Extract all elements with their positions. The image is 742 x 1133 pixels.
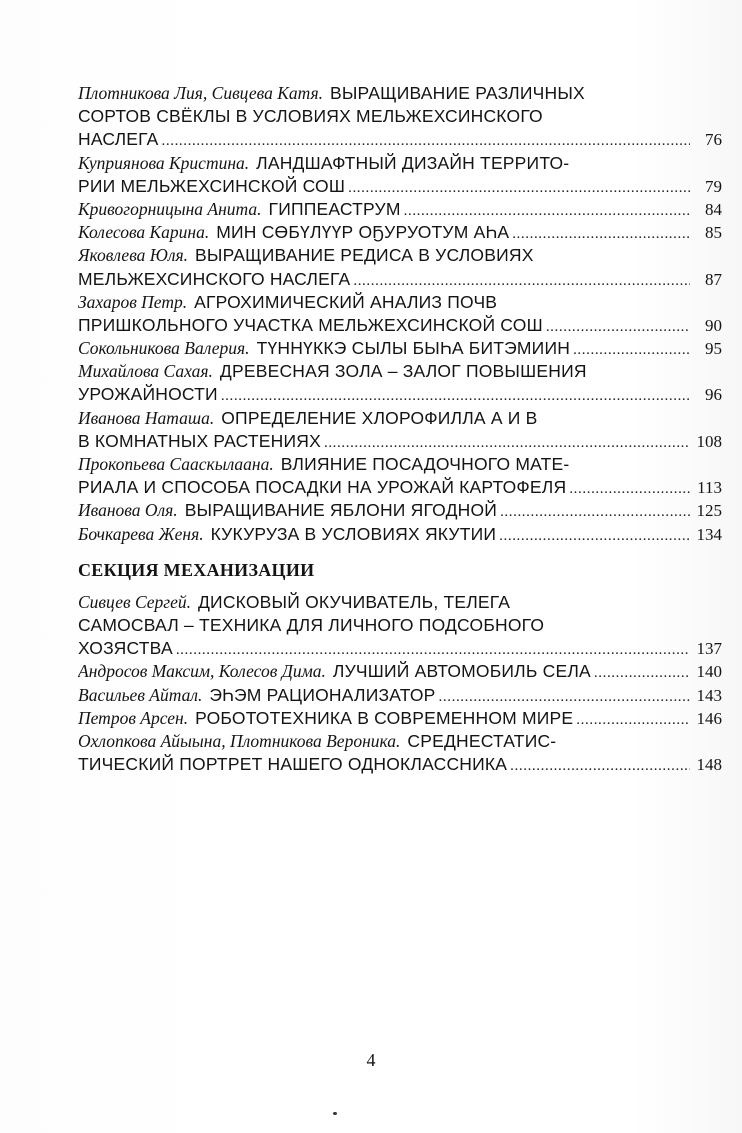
toc-entry <box>78 221 722 244</box>
toc-entry-title: ХОЗЯСТВА <box>78 638 173 659</box>
dot-leader <box>439 686 690 707</box>
toc-entry-page: 134 <box>696 524 722 544</box>
toc-entry-page: 137 <box>696 639 722 659</box>
toc-entry-page: 108 <box>696 431 722 451</box>
toc-entry <box>78 291 722 337</box>
toc-entry-line <box>78 684 722 707</box>
toc-entry-title: ВЫРАЩИВАНИЕ РЕДИСА В УСЛОВИЯХ <box>195 245 534 266</box>
dot-leader <box>546 316 690 337</box>
toc-entry-author: Васильев Айтал. <box>78 684 203 705</box>
toc-group-main <box>78 82 722 546</box>
toc-entry-title: МЕЛЬЖЕХСИНСКОГО НАСЛЕГА <box>78 268 351 289</box>
toc-entry-line <box>78 523 722 546</box>
toc-entry-line <box>78 244 722 267</box>
toc-entry-title: УРОЖАЙНОСТИ <box>78 384 218 405</box>
toc-entry-title: АГРОХИМИЧЕСКИЙ АНАЛИЗ ПОЧВ <box>194 291 498 312</box>
toc-entry-page: 87 <box>705 269 722 289</box>
toc-entry-title: ЛУЧШИЙ АВТОМОБИЛЬ СЕЛА <box>332 661 591 682</box>
toc-entry <box>78 337 722 360</box>
toc-entry-title: СОРТОВ СВЁКЛЫ В УСЛОВИЯХ МЕЛЬЖЕХСИНСКОГО <box>78 106 543 127</box>
dot-leader <box>569 478 690 499</box>
dot-leader <box>404 200 690 221</box>
dot-leader <box>594 662 690 683</box>
toc-entry-line <box>78 128 722 151</box>
toc-entry-line <box>78 82 722 105</box>
toc-entry-page: 85 <box>705 223 722 243</box>
toc-entry-line <box>78 453 722 476</box>
toc-entry-page: 76 <box>705 130 722 150</box>
toc-entry-author: Иванова Наташа. <box>78 407 215 428</box>
toc-entry-page: 140 <box>696 662 722 682</box>
toc-entry-line <box>78 221 722 244</box>
toc-entry-line <box>78 637 722 660</box>
toc-entry <box>78 453 722 499</box>
toc-entry-line <box>78 430 722 453</box>
toc-entry-line <box>78 591 722 614</box>
toc-entry-title: ГИППЕАСТРУМ <box>268 198 401 219</box>
toc-entry <box>78 660 722 683</box>
toc-entry <box>78 684 722 707</box>
toc-entry-page: 113 <box>697 478 722 498</box>
toc-entry-author: Кривогорницына Анита. <box>78 198 262 219</box>
toc-entry-line <box>78 291 722 314</box>
toc-entry-author: Колесова Карина. <box>78 222 210 243</box>
section-heading: СЕКЦИЯ МЕХАНИЗАЦИИ <box>78 559 315 580</box>
toc-entry-title: ПРИШКОЛЬНОГО УЧАСТКА МЕЛЬЖЕХСИНСКОЙ СОШ <box>78 314 543 335</box>
toc-entry-page: 96 <box>705 385 722 405</box>
toc-entry-page: 84 <box>705 199 722 219</box>
toc-entry <box>78 360 722 406</box>
toc-entry-line <box>78 753 722 776</box>
toc-entry-line <box>78 198 722 221</box>
toc-entry-line <box>78 707 722 730</box>
dot-leader <box>353 270 690 291</box>
toc-entry-line <box>78 614 722 637</box>
toc-entry-page: 95 <box>705 339 722 359</box>
dot-leader <box>500 501 690 522</box>
toc-entry-author: Охлопкова Айыына, Плотникова Вероника. <box>78 730 401 751</box>
toc-entry-title: ЭҺЭМ РАЦИОНАЛИЗАТОР <box>209 684 436 705</box>
toc-entry-author: Сокольникова Валерия. <box>78 338 250 359</box>
toc-entry-line <box>78 499 722 522</box>
toc-entry-title: НАСЛЕГА <box>78 129 159 150</box>
toc-entry-title: ВЫРАЩИВАНИЕ РАЗЛИЧНЫХ <box>329 83 585 103</box>
toc-entry <box>78 591 722 661</box>
toc-entry <box>78 707 722 730</box>
toc-entry-line <box>78 175 722 198</box>
toc-entry-line <box>78 105 722 128</box>
toc-entry-title: ДИСКОВЫЙ ОКУЧИВАТЕЛЬ, ТЕЛЕГА <box>197 591 511 612</box>
toc-entry-author: Андросов Максим, Колесов Дима. <box>78 661 326 682</box>
toc-entry-title: МИН СӨБҮЛҮҮР ОҔУРУОТУМ АҺА <box>216 222 510 243</box>
toc-entry-line <box>78 383 722 406</box>
toc-entry-title: ЛАНДШАФТНЫЙ ДИЗАЙН ТЕРРИТО- <box>256 152 570 173</box>
toc-entry-page: 90 <box>705 315 722 335</box>
toc-entry-author: Петров Арсен. <box>78 707 189 728</box>
toc-entry-line <box>78 268 722 291</box>
toc-entry-title: РИИ МЕЛЬЖЕХСИНСКОЙ СОШ <box>78 175 346 196</box>
dot-leader <box>348 177 690 198</box>
toc-entry-title: ДРЕВЕСНАЯ ЗОЛА – ЗАЛОГ ПОВЫШЕНИЯ <box>219 361 587 382</box>
toc-entry-line <box>78 476 722 499</box>
toc-entry-title: В КОМНАТНЫХ РАСТЕНИЯХ <box>78 430 321 451</box>
toc-group-mechanization <box>78 591 722 777</box>
dot-leader <box>324 432 690 453</box>
dot-leader <box>221 385 690 406</box>
toc-entry-title: ТҮННҮККЭ СЫЛЫ БЫҺА БИТЭМИИН <box>256 338 571 359</box>
toc-entry-line <box>78 314 722 337</box>
page-number: 4 <box>366 1050 376 1070</box>
toc-entry <box>78 152 722 198</box>
toc-entry-page: 125 <box>696 501 722 521</box>
table-of-contents <box>78 82 722 776</box>
toc-entry-line <box>78 360 722 383</box>
toc-entry-title: ВЫРАЩИВАНИЕ ЯБЛОНИ ЯГОДНОЙ <box>184 500 498 521</box>
toc-entry-line <box>78 730 722 753</box>
toc-entry-line <box>78 152 722 175</box>
toc-entry <box>78 730 722 776</box>
dot-leader <box>573 339 690 360</box>
dot-leader <box>499 525 690 546</box>
toc-entry <box>78 523 722 546</box>
dot-leader <box>176 639 690 660</box>
toc-entry-title: ТИЧЕСКИЙ ПОРТРЕТ НАШЕГО ОДНОКЛАССНИКА <box>78 754 508 775</box>
toc-entry-title: КУКУРУЗА В УСЛОВИЯХ ЯКУТИИ <box>210 523 497 544</box>
toc-entry-author: Михайлова Сахая. <box>78 361 213 382</box>
toc-entry <box>78 82 722 152</box>
toc-entry-title: САМОСВАЛ – ТЕХНИКА ДЛЯ ЛИЧНОГО ПОДСОБНОГО <box>78 614 545 635</box>
toc-entry-author: Плотникова Лия, Сивцева Катя. <box>78 83 323 103</box>
toc-entry-author: Яковлева Юля. <box>78 245 189 266</box>
dot-leader <box>512 223 690 244</box>
toc-entry-page: 143 <box>696 685 722 705</box>
toc-entry <box>78 407 722 453</box>
toc-entry-page: 148 <box>696 755 722 775</box>
toc-entry-line <box>78 337 722 360</box>
toc-entry-title: ОПРЕДЕЛЕНИЕ ХЛОРОФИЛЛА А И В <box>221 407 538 428</box>
toc-entry-line <box>78 660 722 683</box>
dot-leader <box>576 709 690 730</box>
toc-entry-title: РОБОТОТЕХНИКА В СОВРЕМЕННОМ МИРЕ <box>195 707 574 728</box>
toc-entry-author: Сивцев Сергей. <box>78 591 191 612</box>
toc-entry <box>78 198 722 221</box>
toc-entry-title: ВЛИЯНИЕ ПОСАДОЧНОГО МАТЕ- <box>280 454 570 474</box>
dot-leader <box>162 130 690 151</box>
dot-leader <box>510 755 690 776</box>
toc-entry-line <box>78 407 722 430</box>
toc-entry-page: 146 <box>696 708 722 728</box>
toc-entry-title: СРЕДНЕСТАТИС- <box>407 730 557 751</box>
toc-entry-author: Захаров Петр. <box>78 291 188 312</box>
toc-entry-author: Иванова Оля. <box>78 500 178 521</box>
toc-entry-page: 79 <box>705 176 722 196</box>
print-speck <box>333 1112 337 1115</box>
toc-entry-author: Бочкарева Женя. <box>78 523 204 544</box>
toc-entry-author: Прокопьева Сааскылаана. <box>78 454 274 474</box>
toc-entry <box>78 244 722 290</box>
toc-entry <box>78 499 722 522</box>
toc-entry-title: РИАЛА И СПОСОБА ПОСАДКИ НА УРОЖАЙ КАРТОФЕЛЯ <box>78 477 567 498</box>
toc-entry-author: Куприянова Кристина. <box>78 152 250 173</box>
